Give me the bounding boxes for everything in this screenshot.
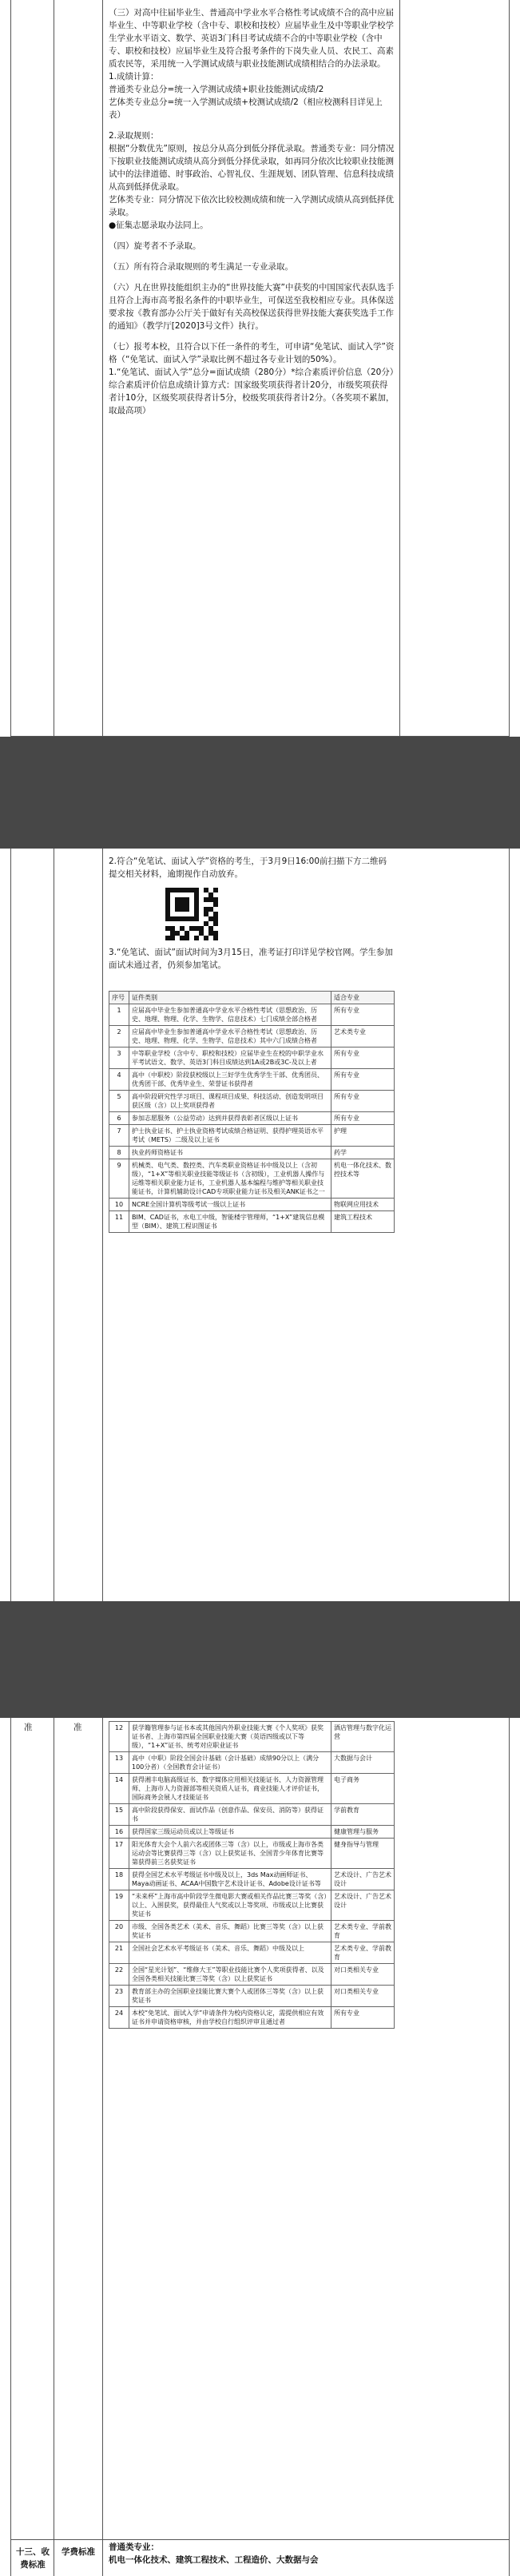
- table-row: [109, 1964, 395, 1986]
- applicable-major: 药学: [331, 1147, 395, 1159]
- paragraph: 艺体类专业总分=统一入学测试成绩+校测试成绩/2（相应校测科目详见上表）: [109, 97, 383, 120]
- paragraph: 综合素质评价信息成绩计算方式：国家级奖项获得者计20分，市级奖项获得者计10分，区级奖项获得者计5分，校级奖项获得者计2分。（各奖项不累加，取最高项）: [109, 380, 395, 415]
- applicable-major: 所有专业: [331, 1069, 395, 1091]
- applicable-major: 机电一体化技术、数控技术等: [331, 1159, 395, 1199]
- row-number: 22: [109, 1964, 129, 1986]
- row-number: 20: [109, 1921, 129, 1942]
- table-row: [109, 1047, 395, 1069]
- certificate-type: “未来杯”上海市高中阶段学生微电影大赛或相关作品比赛三等奖（含）以上、入围获奖，获得最佳人气奖或以上等奖项、市级或以上比赛获奖证书: [129, 1890, 331, 1921]
- applicable-major: 艺术类专业: [331, 1026, 395, 1047]
- table-row: [109, 1147, 395, 1159]
- paragraph: （五）所有符合录取规则的考生满足一专业录取。: [109, 262, 293, 272]
- row-number: 1: [109, 1004, 129, 1026]
- paragraph: 2.符合“免笔试、面试入学”资格的考生，于3月9日16:00前扫描下方二维码提交相关材料，逾期视作自动放弃。: [109, 857, 387, 879]
- applicable-major: 艺术设计、广告艺术设计: [331, 1869, 395, 1890]
- page-gap: [0, 737, 520, 849]
- row-number: 11: [109, 1211, 129, 1233]
- row-number: 8: [109, 1147, 129, 1159]
- certificate-type: 执业药师资格证书: [129, 1147, 331, 1159]
- certificate-type: 应届高中毕业生参加普通高中学业水平合格性考试（思想政治、历史、地理、物理、化学、生物学、信息技术）其中六门成绩合格者: [129, 1026, 331, 1047]
- applicable-major: 所有专业: [331, 1047, 395, 1069]
- table-row: [109, 1091, 395, 1112]
- category-title: 普通类专业：: [109, 2542, 159, 2552]
- row-number: 14: [109, 1774, 129, 1804]
- document-page-1: [0, 0, 520, 737]
- certificate-type: 机械类、电气类、数控类、汽车类职业资格证书中级及以上（含初级），“1+X”等相关职业技能等级证书（含初级），工业机器人操作与运维等相关职业能力证书，工业机器人基本编程与维护等相关职业技能证书，计算机辅助设计CAD专项职业能力证书及相关ANK证书之一: [129, 1159, 331, 1199]
- applicable-major: 健康管理与服务: [331, 1826, 395, 1839]
- certificate-type: 获得湘丰电脑高级证书、数字媒体应用相关技能证书、人力资源管理师、上海市人力资源部等相关资质人证书，商业技能人才评价证书，国际商务会展人才技能证书: [129, 1774, 331, 1804]
- table-row: [109, 1069, 395, 1091]
- qr-code-icon: [163, 885, 220, 943]
- row-number: 13: [109, 1752, 129, 1774]
- table-row: [109, 1826, 395, 1839]
- paragraph: 3.“免笔试、面试”面试时间为3月15日，准考证打印详见学校官网。学生参加面试未通过者，仍须参加笔试。: [109, 948, 393, 970]
- row-number: 15: [109, 1804, 129, 1826]
- table-row: [109, 1921, 395, 1942]
- row-number: 4: [109, 1069, 129, 1091]
- applicable-major: 对口类相关专业: [331, 1986, 395, 2007]
- certificate-type: 高中阶段获得保安、面试作品（创意作品、保安员、消防等）获得证书: [129, 1804, 331, 1826]
- row-number: 19: [109, 1890, 129, 1921]
- paragraph: （三）对高中往届毕业生、普通高中学业水平合格性考试成绩不合的高中应届毕业生、中等职业学校（含中专、职校和技校）应届毕业生及中等职业学校学生学业水平语文、数学、英语3门科目考试成绩不合的中等职业学校（含中专、职校和技校）应届毕业生及符合报考条件的下岗失业人员、农民工、高素质农民等，采用统一入学测试成绩与职业技能测试成绩相结合的办法录取。: [109, 8, 394, 69]
- row-label: 学费标准: [62, 2547, 95, 2557]
- table-row: [109, 1125, 395, 1147]
- table-row: [109, 1159, 395, 1199]
- certificate-type: 全国社会艺术水平考级证书（美术、音乐、舞蹈）中级及以上: [129, 1942, 331, 1964]
- applicable-major: 对口类相关专业: [331, 1964, 395, 1986]
- table-row: [109, 1839, 395, 1869]
- page-gap: [0, 1601, 520, 1718]
- column-header: 适合专业: [331, 992, 395, 1004]
- row-number: 21: [109, 1942, 129, 1964]
- certificate-type: 参加志愿服务（公益劳动）达到并获得表彰者区级以上证书: [129, 1112, 331, 1125]
- table-row: [109, 1942, 395, 1964]
- paragraph: 2.录取规则：: [109, 131, 159, 141]
- row-number: 17: [109, 1839, 129, 1869]
- applicable-major: 艺术类专业、学前教育: [331, 1921, 395, 1942]
- paragraph: （六）凡在世界技能组织主办的“世界技能大赛”中获奖的中国国家代表队选手且符合上海市高考报名条件的中职毕业生，可保送至我校相应专业。具体保送要求按《教育部办公厅关于做好有关高校保送获得世界技能大赛获奖选手工作的通知》（教学厅[2020]3号文件）执行。: [109, 283, 395, 331]
- paragraph: 1.成绩计算：: [109, 72, 159, 81]
- row-number: 18: [109, 1869, 129, 1890]
- table-header-row: [109, 992, 395, 1004]
- applicable-major: 电子商务: [331, 1774, 395, 1804]
- certificate-type: 护士执业证书、护士执业资格考试成绩合格证明、获得护理英语水平考试（METS）二级及以上证书: [129, 1125, 331, 1147]
- applicable-major: 健身指导与管理: [331, 1839, 395, 1869]
- certificate-type: 应届高中毕业生参加普通高中学业水平合格性考试（思想政治、历史、地理、物理、化学、生物学、信息技术）七门成绩全部合格者: [129, 1004, 331, 1026]
- page1-admission-text: [109, 6, 399, 417]
- row-number: 23: [109, 1986, 129, 2007]
- document-page-2: [0, 849, 520, 1601]
- certificate-type: 高中（中职校）阶段获校级以上三好学生优秀学生干部、优秀团员、优秀团干部、优秀毕业生、荣誉证书获得者: [129, 1069, 331, 1091]
- row-number: 9: [109, 1159, 129, 1199]
- row-number: 16: [109, 1826, 129, 1839]
- certificate-type: 市级、全国各类艺术（美术、音乐、舞蹈）比赛三等奖（含）以上获奖证书: [129, 1921, 331, 1942]
- paragraph: （七）报考本校，且符合以下任一条件的考生，可申请“免笔试、面试入学”资格（“免笔试、面试入学”录取比例不超过各专业计划的50%）。: [109, 342, 395, 364]
- row-number: 6: [109, 1112, 129, 1125]
- header-continuation: 准: [24, 1723, 33, 1732]
- section-label: 十三、收费标准: [16, 2547, 50, 2570]
- table-row: [109, 1112, 395, 1125]
- applicable-major: 护理: [331, 1125, 395, 1147]
- applicable-major: 所有专业: [331, 1004, 395, 1026]
- paragraph: ●征集志愿录取办法同上。: [109, 221, 208, 230]
- applicable-major: 学前教育: [331, 1804, 395, 1826]
- paragraph: 艺体类专业：同分情况下依次比较校测成绩和统一入学测试成绩从高到低择优录取。: [109, 195, 394, 217]
- table-row: [109, 1199, 395, 1211]
- row-number: 7: [109, 1125, 129, 1147]
- certificate-type: 阳光体育大会个人前六名或团体三等（含）以上，市级或上海市各类运动会等比赛获得三等（含）以上获奖证书、全国青少年体育比赛等第获得前三名获奖证书: [129, 1839, 331, 1869]
- row-number: 3: [109, 1047, 129, 1069]
- paragraph: （四）旋考者不予录取。: [109, 241, 201, 251]
- applicable-major: 建筑工程技术: [331, 1211, 395, 1233]
- table-row: [109, 1026, 395, 1047]
- applicable-major: 艺术类专业、学前教育: [331, 1942, 395, 1964]
- document-page-3: [0, 1718, 520, 2576]
- row-number: 5: [109, 1091, 129, 1112]
- table-row: [109, 1774, 395, 1804]
- category-text: 机电一体化技术、建筑工程技术、工程造价、大数据与会: [109, 2555, 319, 2565]
- applicable-major: 酒店管理与数字化运营: [331, 1722, 395, 1752]
- table-row: [109, 2007, 395, 2029]
- certificate-type: 高中（中职）阶段全国会计基础（会计基础）成绩90分以上（满分100分者）（全国教育会计证书）: [129, 1752, 331, 1774]
- certificate-table-continued: [109, 1721, 395, 2029]
- table-row: [109, 1890, 395, 1921]
- row-number: 2: [109, 1026, 129, 1047]
- certificate-type: 教育部主办的全国职业技能比赛大赛个人或团体三等奖（含）以上获奖证书: [129, 1986, 331, 2007]
- paragraph: 普通类专业总分=统一入学测试成绩+职业技能测试成绩/2: [109, 85, 324, 94]
- applicable-major: 所有专业: [331, 1112, 395, 1125]
- table-row: [109, 1869, 395, 1890]
- paragraph: 1.“免笔试、面试入学”总分=面试成绩（280分）*综合素质评价信息（20分）: [109, 368, 399, 377]
- certificate-type: 获得国家三级运动员或以上等级证书: [129, 1826, 331, 1839]
- row-number: 12: [109, 1722, 129, 1752]
- certificate-table: [109, 991, 395, 1233]
- applicable-major: 所有专业: [331, 1091, 395, 1112]
- column-header: 序号: [109, 992, 129, 1004]
- table-row: [109, 1752, 395, 1774]
- row-number: 24: [109, 2007, 129, 2029]
- applicable-major: 大数据与会计: [331, 1752, 395, 1774]
- certificate-type: 获学籍管理参与证书本或其他国内外职业技能大赛《个人奖项》获奖证书者、上海市第四届全国职业技能大赛（英语四级或以下等级），“1+X”证书、统考对应职业证书: [129, 1722, 331, 1752]
- table-row: [109, 1986, 395, 2007]
- header-continuation: 准: [73, 1723, 82, 1732]
- certificate-type: 全国“星光计划”、“维修大王”等职业技能比赛个人奖项获得者、以及全国各类相关技能比赛三等奖（含）以上获奖证书: [129, 1964, 331, 1986]
- applicable-major: 艺术设计、广告艺术设计: [331, 1890, 395, 1921]
- row-number: 10: [109, 1199, 129, 1211]
- table-row: [109, 1004, 395, 1026]
- certificate-type: 本校“免笔试、面试入学”申请条件为校内资格认定，需提供相应有效证书并申请资格审核，并由学校自行组织评审且通过者: [129, 2007, 331, 2029]
- certificate-type: 中等职业学校（含中专、职校和技校）应届毕业生在校的中职学业水平考试语文、数学、英语3门科目成绩达到1A或2B或3C-及以上者: [129, 1047, 331, 1069]
- table-row: [109, 1722, 395, 1752]
- certificate-type: 获得全国艺术水平考级证书中级及以上，3ds Max动画师证书、Maya动画证书、ACAA中国数字艺术设计证书、Adobe设计证书等: [129, 1869, 331, 1890]
- applicable-major: 所有专业: [331, 2007, 395, 2029]
- applicable-major: 物联网应用技术: [331, 1199, 395, 1211]
- paragraph: 根据“分数优先”原则，按总分从高分到低分择优录取。普通类专业：同分情况下按职业技能测试成绩从高分到低分择优录取，如再同分依次比较职业技能测试中的法律道德、时事政治、心智礼仪、生涯规划、团队管理、信息科技成绩从高到低择优录取。: [109, 144, 395, 192]
- page2-intro-text: [109, 855, 395, 972]
- certificate-type: NCRE全国计算机等级考试一级以上证书: [129, 1199, 331, 1211]
- table-row: [109, 1211, 395, 1233]
- table-row: [109, 1804, 395, 1826]
- certificate-type: BIM、CAD证书，水电工中级，智能楼宇管理师，“1+X”建筑信息模型（BIM）、建筑工程识图证书: [129, 1211, 331, 1233]
- certificate-type: 高中阶段研究性学习项目、课程项目成果、科技活动、创造发明项目获区级（含）以上奖项获得者: [129, 1091, 331, 1112]
- column-header: 证件类别: [129, 992, 331, 1004]
